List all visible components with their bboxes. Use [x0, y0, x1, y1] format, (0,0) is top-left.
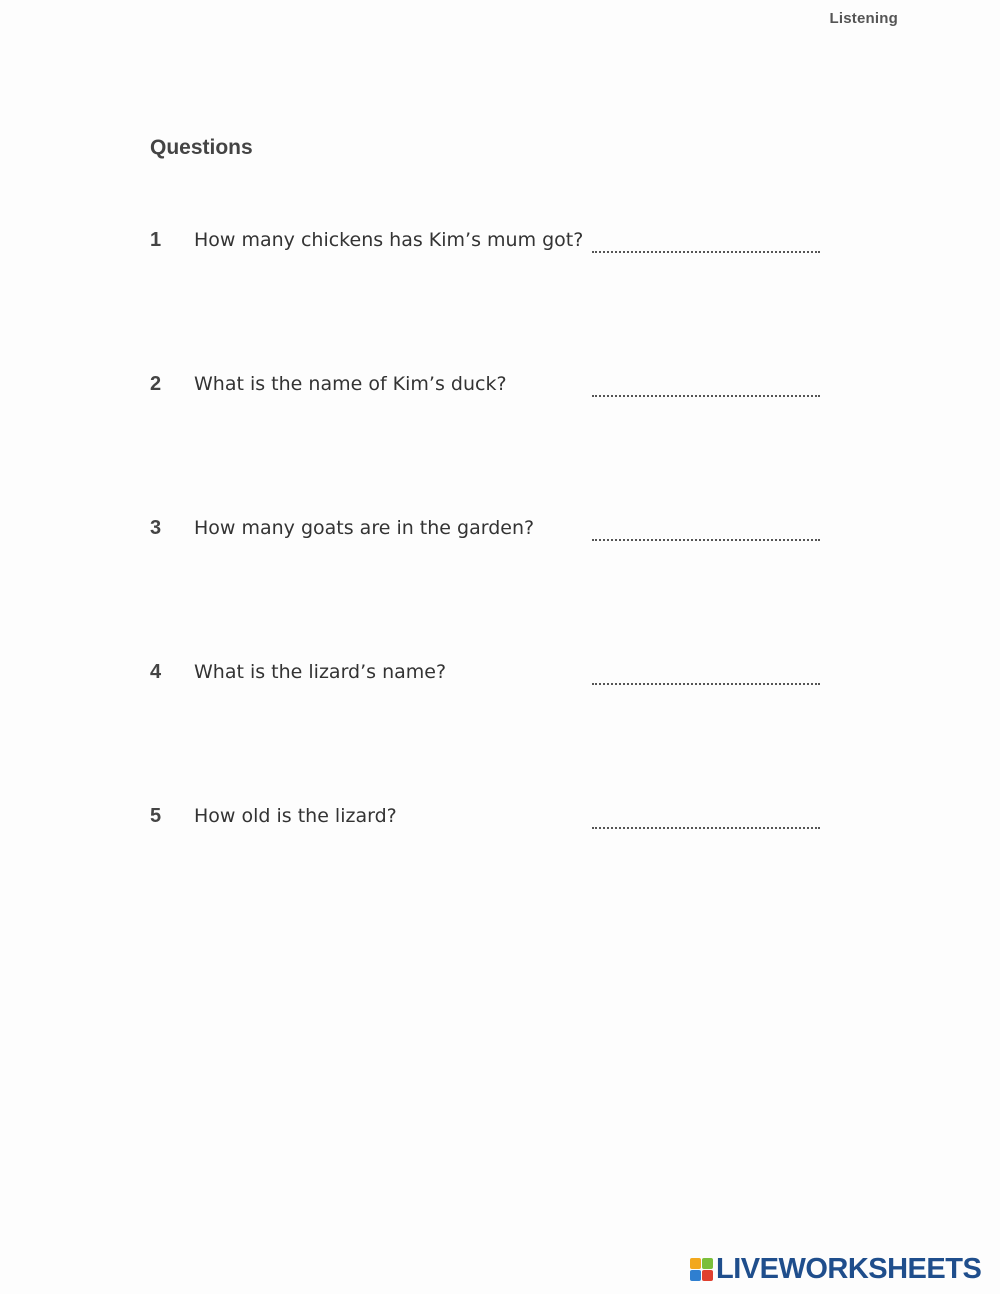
- question-text: How many chickens has Kim’s mum got?: [194, 229, 584, 251]
- question-text: What is the name of Kim’s duck?: [194, 373, 507, 395]
- answer-field-5[interactable]: [592, 827, 820, 829]
- question-number: 3: [150, 517, 162, 539]
- liveworksheets-logo: [690, 1252, 981, 1286]
- question-item-3: [150, 517, 830, 547]
- logo-tile: [702, 1258, 713, 1269]
- question-item-1: [150, 229, 830, 259]
- question-item-2: [150, 373, 830, 403]
- answer-field-3[interactable]: [592, 539, 820, 541]
- logo-tile: [690, 1258, 701, 1269]
- answer-field-2[interactable]: [592, 395, 820, 397]
- question-item-5: [150, 805, 830, 835]
- question-number: 1: [150, 229, 162, 251]
- question-number: 5: [150, 805, 162, 827]
- question-number: 4: [150, 661, 162, 683]
- question-text: What is the lizard’s name?: [194, 661, 447, 683]
- section-label: Listening: [829, 10, 898, 27]
- liveworksheets-logo-icon: [690, 1258, 713, 1281]
- brand-text: LIVEWORKSHEETS: [716, 1252, 982, 1285]
- answer-field-4[interactable]: [592, 683, 820, 685]
- answer-field-1[interactable]: [592, 251, 820, 253]
- page-heading: Questions: [150, 136, 253, 159]
- question-text: How many goats are in the garden?: [194, 517, 535, 539]
- question-text: How old is the lizard?: [194, 805, 397, 827]
- question-item-4: [150, 661, 830, 691]
- question-number: 2: [150, 373, 162, 395]
- logo-tile: [702, 1270, 713, 1281]
- logo-tile: [690, 1270, 701, 1281]
